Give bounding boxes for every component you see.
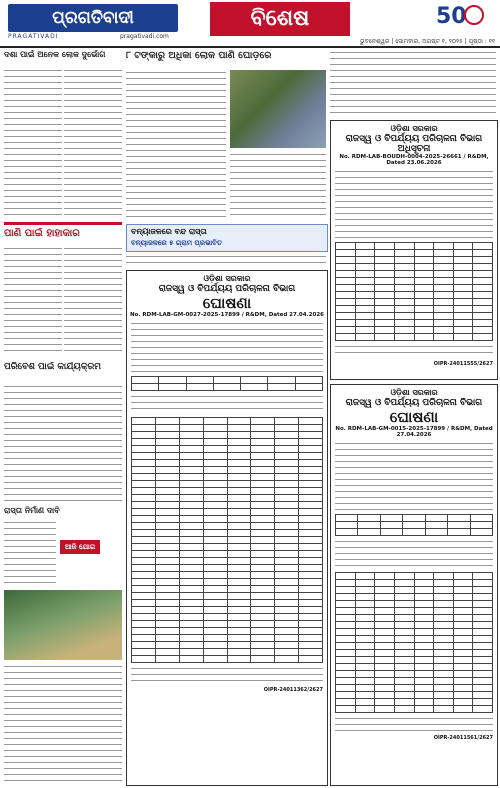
notice-ref: No. RDM-LAB-GM-0015-2025-17899 / R&DM, Dated 27.04.2026 [335,426,493,438]
notice-table [335,242,493,341]
govt-notice-center [126,270,328,786]
flood-photo [230,70,326,148]
notice-govt: ଓଡ଼ିଶା ସରକାର [390,388,438,397]
notice-footer-code: OIPR-24011561/2627 [433,735,493,741]
right-article-text-1 [330,50,496,118]
notice-signature [131,666,323,684]
notice-signature [335,716,493,732]
notice-body [335,441,493,511]
notice-body-2 [131,394,323,414]
notice-signature [335,344,493,358]
svg-text:50: 50 [436,4,467,28]
middle-headline: ୮ ଟଙ୍କାରୁ ଅଧିକା ଲୋକ ପାଣି ଘୋଡ଼ରେ [126,50,272,61]
notice-govt: ଓଡ଼ିଶା ସରକାର [203,274,251,283]
govt-notice-right-bottom [330,384,498,786]
notice-govt: ଓଡ଼ିଶା ସରକାର [390,124,438,133]
website-link[interactable]: pragativadi.com [120,33,169,40]
left-article-text-4 [64,246,122,356]
notice-body-2 [335,539,493,569]
notice-dept: ରାଜସ୍ୱ ଓ ବିପର୍ଯ୍ୟୟ ପରିଚାଳନା ବିଭାଗ [345,398,483,408]
left-news-photo [4,590,122,660]
left-headline-4: ରାସ୍ତା ନିର୍ମାଣ ଦାବି [4,506,60,515]
notice-table-2 [131,417,323,663]
divider [4,222,122,225]
notice-dept: ରାଜସ୍ୱ ଓ ବିପର୍ଯ୍ୟୟ ପରିଚାଳନା ବିଭାଗ [158,284,296,294]
left-article-text-1 [4,68,62,218]
notice-footer-code: OIPR-24011555/2627 [433,361,493,367]
logo-subtitle: PRAGATIVADI [8,33,59,40]
newspaper-logo: ପ୍ରଗତିବାଦୀ [8,4,178,32]
notice-body [131,321,323,373]
middle-article-text-1 [126,70,226,220]
left-headline: ଦଶା ପାଇଁ ଅନେକ ଲୋକ ଦୁର୍ଭୋଗ [4,50,106,59]
notice-title: ଘୋଷଣା [202,294,252,312]
notice-table-2 [335,572,493,713]
masthead [0,0,500,48]
notice-body [335,169,493,239]
notice-table-1 [131,376,323,391]
anniversary-logo [430,2,492,28]
middle-article-text-2 [230,152,326,220]
notice-title: ଘୋଷଣା [389,408,439,426]
dateline: ଭୁବନେଶ୍ୱର | ସୋମବାର, ଅଗଷ୍ଟ ୧, ୨୦୨୫ | ପୃଷ୍ଠା : ୧୧ [360,38,495,45]
left-headline-2: ପାଣି ପାଇଁ ହାହାକାର [4,228,80,239]
section-title: ବିଶେଷ [210,2,350,36]
highlight-badge: ଆଜି ଯୋଗ [60,540,100,554]
left-headline-3: ପରିବେଶ ପାଇଁ କାର୍ଯ୍ୟକ୍ରମ [4,362,102,372]
notice-dept: ରାଜସ୍ୱ ଓ ବିପର୍ଯ୍ୟୟ ପରିଚାଳନା ବିଭାଗ [345,134,483,144]
notice-ref: No. RDM-LAB-GM-0027-2025-17899 / R&DM, Dated 27.04.2026 [130,312,324,318]
flood-headline-box: ବନ୍ୟାଜଳରେ ବନ୍ଦ ରାସ୍ତା ବନ୍ୟାଜଳରେ ୫ ଗ୍ରାମ ପ୍ରଭାବିତ [126,224,328,252]
govt-notice-right-top [330,120,498,380]
middle-article-text-3 [126,254,326,266]
notice-title: ଅଧିସୂଚନା [397,144,431,154]
notice-ref: No. RDM-LAB-BOUDH-0004-2025-26661 / R&DM, Dated 23.06.2026 [339,154,489,166]
left-article-text-7 [4,664,122,782]
left-article-text-3 [4,246,62,356]
left-article-text-6 [4,520,56,586]
notice-footer-code: OIPR-24011362/2627 [263,687,323,693]
notice-table-1 [335,514,493,536]
left-article-text-5 [4,384,122,502]
left-article-text-2 [64,68,122,218]
